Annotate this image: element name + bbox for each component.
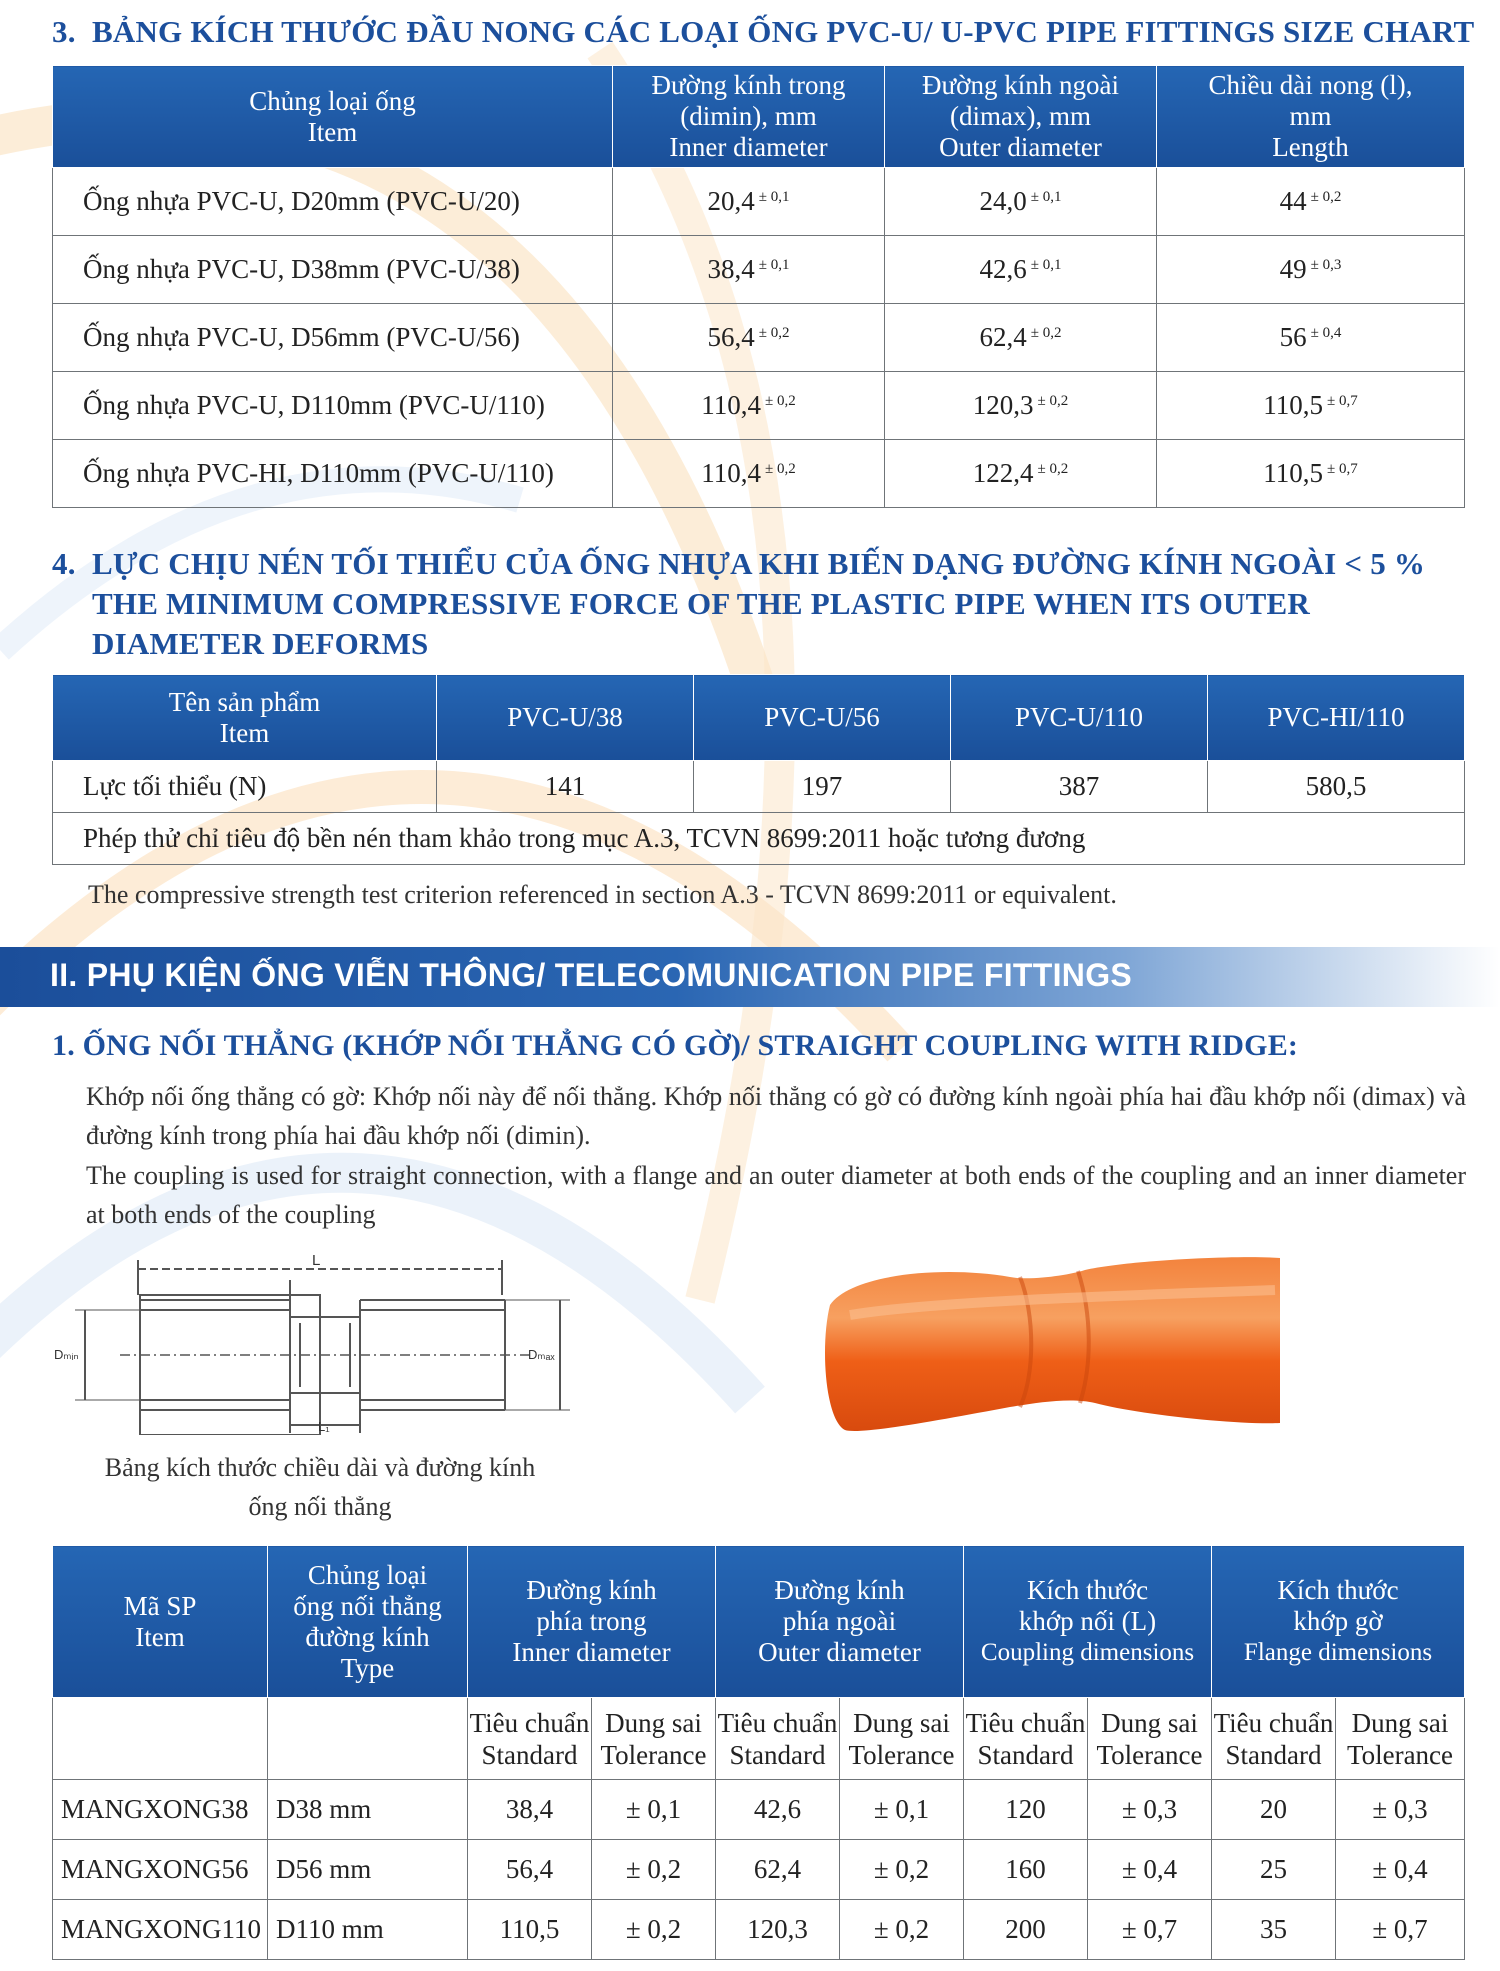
coupling-standard: 200 <box>964 1900 1088 1960</box>
force-value: 197 <box>694 761 951 813</box>
header-outer-1: Đường kính ngoài <box>922 70 1119 100</box>
outer-tolerance: ± 0,2 <box>840 1900 964 1960</box>
header-product-4: PVC-HI/110 <box>1208 675 1465 761</box>
tolerance-en: Tolerance <box>1096 1739 1203 1770</box>
section-banner <box>0 947 1500 1007</box>
outer-value: 42,6 <box>979 254 1027 284</box>
diagram-label-dmin: Dₘᵢₙ <box>54 1347 79 1362</box>
row-length <box>1157 168 1465 236</box>
coupling-title: 1. ỐNG NỐI THẲNG (KHỚP NỐI THẲNG CÓ GỜ)/ STRAIGHT COUPLING WITH RIDGE: <box>52 1029 1299 1062</box>
tolerance-vi: Dung sai <box>1101 1707 1198 1738</box>
table-row <box>53 168 1465 236</box>
inner-tolerance: ± 0,1 <box>758 189 790 205</box>
header-flange-3: Flange dimensions <box>1243 1639 1433 1666</box>
header-outer-1: Đường kính <box>774 1575 905 1605</box>
length-tolerance: ± 0,7 <box>1327 393 1358 409</box>
row-outer <box>885 236 1157 304</box>
caption-line2: ống nối thẳng <box>248 1492 392 1521</box>
row-label: Lực tối thiểu (N) <box>53 761 437 813</box>
header-inner-2: phía trong <box>536 1606 647 1636</box>
item-code: MANGXONG56 <box>53 1840 268 1900</box>
flange-standard: 25 <box>1212 1840 1336 1900</box>
header-coupling-2: khớp nối (L) <box>1018 1606 1157 1636</box>
header-product <box>53 675 437 761</box>
inner-standard: 56,4 <box>468 1840 592 1900</box>
section4-title-line2: THE MINIMUM COMPRESSIVE FORCE OF THE PLASTIC PIPE WHEN ITS OUTER <box>92 586 1310 621</box>
banner-title: II. PHỤ KIỆN ỐNG VIỄN THÔNG/ TELECOMUNICATION PIPE FITTINGS <box>50 957 1133 993</box>
subheader-tolerance <box>1336 1698 1465 1780</box>
header-inner-3: Inner diameter <box>512 1637 671 1667</box>
coupling-header-row <box>53 1546 1465 1698</box>
coupling-standard: 160 <box>964 1840 1088 1900</box>
flange-tolerance: ± 0,7 <box>1336 1900 1465 1960</box>
header-outer-3: Outer diameter <box>758 1637 921 1667</box>
force-value: 580,5 <box>1208 761 1465 813</box>
force-value: 387 <box>951 761 1208 813</box>
outer-standard: 62,4 <box>716 1840 840 1900</box>
length-value: 110,5 <box>1263 390 1323 420</box>
row-item: Ống nhựa PVC-U, D56mm (PVC-U/56) <box>53 304 613 372</box>
tolerance-en: Tolerance <box>1346 1739 1454 1770</box>
section4-title-line1: LỰC CHỊU NÉN TỐI THIỂU CỦA ỐNG NHỰA KHI BIẾN DẠNG ĐƯỜNG KÍNH NGOÀI < 5 % <box>92 546 1426 581</box>
section4-title <box>52 544 1425 664</box>
header-inner-3: Inner diameter <box>669 132 828 162</box>
inner-value: 110,4 <box>701 390 761 420</box>
table-row <box>53 1840 1465 1900</box>
header-outer-2: (dimax), mm <box>950 101 1091 131</box>
tolerance-vi: Dung sai <box>853 1707 950 1738</box>
tolerance-en: Tolerance <box>600 1739 707 1770</box>
inner-tolerance: ± 0,2 <box>592 1840 716 1900</box>
item-code: MANGXONG110 <box>53 1900 268 1960</box>
outer-tolerance: ± 0,1 <box>1030 257 1062 273</box>
flange-tolerance: ± 0,4 <box>1336 1840 1465 1900</box>
inner-value: 38,4 <box>707 254 755 284</box>
coupling-tolerance: ± 0,4 <box>1088 1840 1212 1900</box>
header-type-3: đường kính <box>305 1621 430 1652</box>
row-inner <box>613 372 885 440</box>
header-length-2: mm <box>1289 101 1332 131</box>
row-length <box>1157 372 1465 440</box>
row-item: Ống nhựa PVC-HI, D110mm (PVC-U/110) <box>53 440 613 508</box>
outer-tolerance: ± 0,2 <box>840 1840 964 1900</box>
header-product-en: Item <box>219 717 270 748</box>
table-row <box>53 761 1465 813</box>
section4-number: 4. <box>52 546 76 581</box>
standard-en: Standard <box>977 1739 1074 1770</box>
inner-tolerance: ± 0,2 <box>758 325 790 341</box>
length-tolerance: ± 0,7 <box>1327 461 1358 477</box>
tolerance-en: Tolerance <box>848 1739 955 1770</box>
subheader-standard <box>964 1698 1088 1780</box>
outer-value: 62,4 <box>979 322 1027 352</box>
header-inner-1: Đường kính trong <box>651 70 846 100</box>
size-chart-header-row <box>53 66 1465 168</box>
length-tolerance: ± 0,3 <box>1310 257 1342 273</box>
header-item-en: Item <box>307 116 358 147</box>
section3-number: 3. <box>52 14 76 49</box>
section4-title-line3: DIAMETER DEFORMS <box>92 626 429 661</box>
test-note-vi: Phép thử chỉ tiêu độ bền nén tham khảo trong mục A.3, TCVN 8699:2011 hoặc tương đương <box>53 813 1465 865</box>
header-inner <box>613 66 885 168</box>
header-coupling-dim <box>964 1546 1212 1698</box>
table-row <box>53 372 1465 440</box>
header-product-1: PVC-U/38 <box>437 675 694 761</box>
subheader-standard <box>716 1698 840 1780</box>
row-item: Ống nhựa PVC-U, D38mm (PVC-U/38) <box>53 236 613 304</box>
length-tolerance: ± 0,4 <box>1310 325 1342 341</box>
subheader-standard <box>468 1698 592 1780</box>
header-outer-2: phía ngoài <box>782 1606 897 1636</box>
subheader-tolerance <box>840 1698 964 1780</box>
compressive-force-table <box>52 674 1465 865</box>
length-value: 110,5 <box>1263 458 1323 488</box>
header-outer-diameter <box>716 1546 964 1698</box>
coupling-subheader-row <box>53 1698 1465 1780</box>
row-inner <box>613 440 885 508</box>
subheader-standard <box>1212 1698 1336 1780</box>
outer-tolerance: ± 0,2 <box>1037 393 1069 409</box>
row-item: Ống nhựa PVC-U, D20mm (PVC-U/20) <box>53 168 613 236</box>
standard-vi: Tiêu chuẩn <box>1213 1707 1334 1738</box>
length-value: 49 <box>1279 254 1307 284</box>
flange-standard: 20 <box>1212 1780 1336 1840</box>
header-flange-2: khớp gờ <box>1293 1606 1383 1636</box>
inner-value: 20,4 <box>707 186 755 216</box>
standard-vi: Tiêu chuẩn <box>965 1707 1086 1738</box>
outer-tolerance: ± 0,2 <box>1030 325 1062 341</box>
flange-standard: 35 <box>1212 1900 1336 1960</box>
header-type-4: Type <box>340 1652 395 1683</box>
size-chart-table <box>52 65 1465 508</box>
section3-title <box>52 12 1474 52</box>
tolerance-vi: Dung sai <box>1351 1707 1449 1738</box>
test-note-en: The compressive strength test criterion referenced in section A.3 - TCVN 8699:2011 or equivalent. <box>88 880 1117 909</box>
subheader-tolerance <box>592 1698 716 1780</box>
inner-tolerance: ± 0,1 <box>758 257 790 273</box>
header-product-3: PVC-U/110 <box>951 675 1208 761</box>
outer-value: 120,3 <box>972 390 1034 420</box>
coupling-table <box>52 1545 1465 1960</box>
standard-en: Standard <box>729 1739 826 1770</box>
header-inner-2: (dimin), mm <box>680 101 817 131</box>
tolerance-vi: Dung sai <box>605 1707 702 1738</box>
header-flange-1: Kích thước <box>1277 1575 1399 1605</box>
inner-tolerance: ± 0,1 <box>592 1780 716 1840</box>
length-tolerance: ± 0,2 <box>1310 189 1342 205</box>
header-product-vi: Tên sản phẩm <box>168 686 321 717</box>
header-code-en: Item <box>135 1621 185 1652</box>
flange-tolerance: ± 0,3 <box>1336 1780 1465 1840</box>
inner-standard: 38,4 <box>468 1780 592 1840</box>
header-outer <box>885 66 1157 168</box>
caption-line1: Bảng kích thước chiều dài và đường kính <box>104 1453 536 1482</box>
row-outer <box>885 304 1157 372</box>
standard-en: Standard <box>481 1739 578 1770</box>
row-inner <box>613 236 885 304</box>
header-item-vi: Chủng loại ống <box>249 85 416 116</box>
header-length-1: Chiều dài nong (l), <box>1208 70 1413 100</box>
table-row <box>53 304 1465 372</box>
outer-tolerance: ± 0,2 <box>1037 461 1069 477</box>
row-inner <box>613 304 885 372</box>
header-inner-1: Đường kính <box>526 1575 657 1605</box>
row-length <box>1157 304 1465 372</box>
subheader-empty <box>268 1698 468 1780</box>
outer-value: 122,4 <box>972 458 1034 488</box>
subheader-tolerance <box>1088 1698 1212 1780</box>
force-header-row <box>53 675 1465 761</box>
row-outer <box>885 440 1157 508</box>
row-length <box>1157 440 1465 508</box>
inner-tolerance: ± 0,2 <box>765 393 796 409</box>
outer-standard: 120,3 <box>716 1900 840 1960</box>
header-length <box>1157 66 1465 168</box>
header-type-1: Chủng loại <box>307 1559 428 1590</box>
header-length-3: Length <box>1272 132 1349 162</box>
header-type <box>268 1546 468 1698</box>
standard-vi: Tiêu chuẩn <box>469 1707 590 1738</box>
row-length <box>1157 236 1465 304</box>
inner-tolerance: ± 0,2 <box>592 1900 716 1960</box>
standard-en: Standard <box>1225 1739 1322 1770</box>
coupling-photo <box>820 1255 1290 1435</box>
coupling-tolerance: ± 0,7 <box>1088 1900 1212 1960</box>
outer-value: 24,0 <box>979 186 1027 216</box>
inner-value: 56,4 <box>707 322 755 352</box>
header-coupling-1: Kích thước <box>1026 1575 1149 1605</box>
table-row <box>53 813 1465 865</box>
table-row <box>53 1780 1465 1840</box>
header-item <box>53 66 613 168</box>
force-value: 141 <box>437 761 694 813</box>
outer-standard: 42,6 <box>716 1780 840 1840</box>
subheader-empty <box>53 1698 268 1780</box>
row-item: Ống nhựa PVC-U, D110mm (PVC-U/110) <box>53 372 613 440</box>
header-code-vi: Mã SP <box>123 1590 197 1621</box>
item-type: D38 mm <box>268 1780 468 1840</box>
item-type: D110 mm <box>268 1900 468 1960</box>
header-outer-3: Outer diameter <box>939 132 1102 162</box>
length-value: 56 <box>1279 322 1307 352</box>
diagram-label-dmax: Dₘₐₓ <box>528 1347 555 1362</box>
item-type: D56 mm <box>268 1840 468 1900</box>
item-code: MANGXONG38 <box>53 1780 268 1840</box>
row-outer <box>885 168 1157 236</box>
header-product-2: PVC-U/56 <box>694 675 951 761</box>
coupling-diagram <box>50 1255 590 1435</box>
header-inner-diameter <box>468 1546 716 1698</box>
coupling-desc-en: The coupling is used for straight connection, with a flange and an outer diameter at both ends of the coupling and an inner diameter at both ends of the coupling <box>86 1161 1466 1229</box>
inner-standard: 110,5 <box>468 1900 592 1960</box>
header-type-2: ống nối thẳng <box>293 1590 442 1621</box>
row-outer <box>885 372 1157 440</box>
inner-value: 110,4 <box>701 458 761 488</box>
table-row <box>53 440 1465 508</box>
diagram-label-L: L <box>312 1255 321 1269</box>
outer-tolerance: ± 0,1 <box>840 1780 964 1840</box>
outer-tolerance: ± 0,1 <box>1030 189 1062 205</box>
standard-vi: Tiêu chuẩn <box>717 1707 838 1738</box>
section3-title-text: BẢNG KÍCH THƯỚC ĐẦU NONG CÁC LOẠI ỐNG PVC-U/ U-PVC PIPE FITTINGS SIZE CHART <box>92 14 1475 49</box>
diagram-caption <box>60 1448 580 1526</box>
coupling-tolerance: ± 0,3 <box>1088 1780 1212 1840</box>
row-inner <box>613 168 885 236</box>
header-flange-dim <box>1212 1546 1465 1698</box>
coupling-desc-vi: Khớp nối ống thẳng có gờ: Khớp nối này để nối thẳng. Khớp nối thẳng có gờ có đường kính ngoài phía hai đầu khớp nối (dimax) và đường kính trong phía hai đầu khớp nối (dimin). <box>86 1082 1466 1150</box>
inner-tolerance: ± 0,2 <box>765 461 796 477</box>
header-code <box>53 1546 268 1698</box>
coupling-standard: 120 <box>964 1780 1088 1840</box>
table-row <box>53 1900 1465 1960</box>
table-row <box>53 236 1465 304</box>
diagram-label-L1: L₁ <box>318 1419 330 1434</box>
length-value: 44 <box>1279 186 1307 216</box>
header-coupling-3: Coupling dimensions <box>980 1639 1195 1666</box>
